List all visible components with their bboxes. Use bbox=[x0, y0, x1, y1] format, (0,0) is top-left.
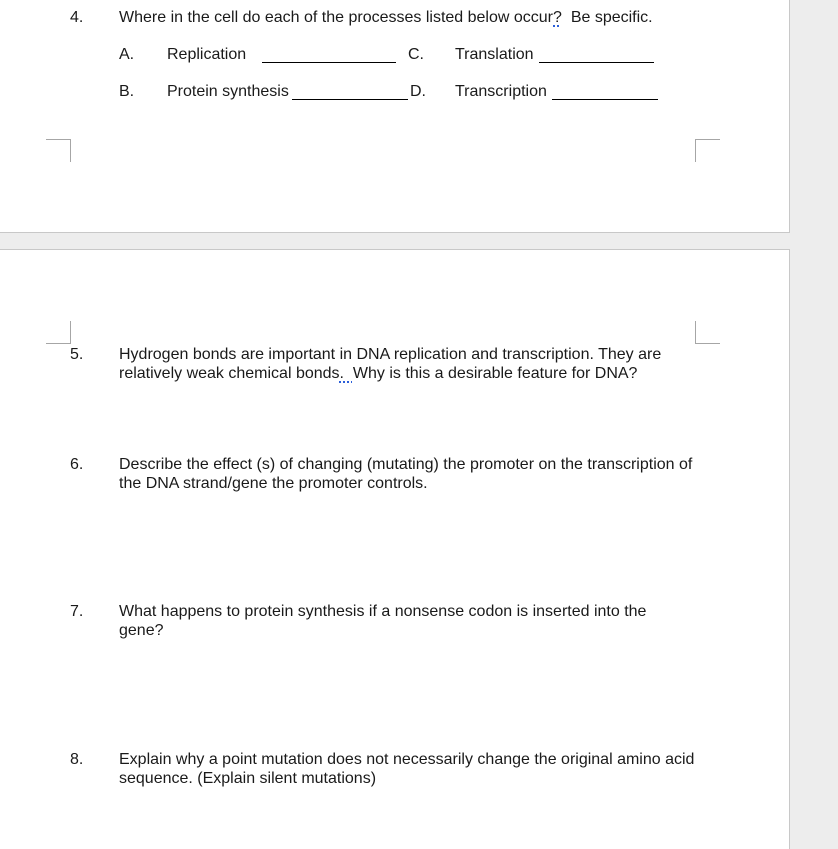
question-7-line-2: gene? bbox=[119, 622, 164, 639]
question-5-line-1: Hydrogen bonds are important in DNA replication and transcription. They are bbox=[119, 346, 662, 363]
question-7-line-1: What happens to protein synthesis if a nonsense codon is inserted into the bbox=[119, 603, 647, 620]
question-7-text bbox=[119, 602, 646, 640]
question-5-line-2-start: relatively weak chemical bonds bbox=[119, 365, 340, 382]
question-6-text bbox=[119, 455, 692, 493]
crop-mark-bottom-right bbox=[695, 139, 720, 162]
question-8-number: 8. bbox=[70, 751, 84, 768]
crop-mark-top-left bbox=[46, 321, 71, 344]
question-8-line-2: sequence. (Explain silent mutations) bbox=[119, 770, 377, 787]
document-page-1 bbox=[0, 0, 790, 233]
item-c-letter: C. bbox=[408, 46, 424, 63]
question-8-line-1: Explain why a point mutation does not necessarily change the original amino acid bbox=[119, 751, 695, 768]
item-b-letter: B. bbox=[119, 83, 135, 100]
document-page-2 bbox=[0, 249, 790, 849]
question-4-text-end: Be specific. bbox=[561, 9, 653, 26]
question-5-line-2 bbox=[119, 364, 661, 383]
item-a-answer-line[interactable] bbox=[262, 62, 396, 63]
question-8-text bbox=[119, 750, 694, 788]
item-a-letter: A. bbox=[119, 46, 135, 63]
item-a-label: Replication bbox=[167, 46, 247, 63]
question-6-number: 6. bbox=[70, 456, 84, 473]
item-b-answer-line[interactable] bbox=[292, 99, 408, 100]
question-5-text bbox=[119, 345, 661, 383]
question-5-line-2-end: Why is this a desirable feature for DNA? bbox=[352, 365, 638, 382]
question-6-line-2: the DNA strand/gene the promoter controls. bbox=[119, 475, 428, 492]
crop-mark-top-right bbox=[695, 321, 720, 344]
question-5-line-2-marked: . bbox=[339, 365, 353, 382]
question-4-text-main: Where in the cell do each of the processes listed below occur bbox=[119, 9, 554, 26]
item-c-answer-line[interactable] bbox=[539, 62, 654, 63]
item-d-answer-line[interactable] bbox=[552, 99, 658, 100]
question-7-number: 7. bbox=[70, 603, 84, 620]
item-d-letter: D. bbox=[410, 83, 426, 100]
question-4-text bbox=[119, 8, 653, 27]
question-4-number: 4. bbox=[70, 9, 84, 26]
item-c-label: Translation bbox=[455, 46, 534, 63]
question-6-line-1: Describe the effect (s) of changing (mutating) the promoter on the transcription of bbox=[119, 456, 693, 473]
item-b-label: Protein synthesis bbox=[167, 83, 289, 100]
item-d-label: Transcription bbox=[455, 83, 547, 100]
crop-mark-bottom-left bbox=[46, 139, 71, 162]
question-5-number: 5. bbox=[70, 346, 84, 363]
question-4-text-marked: ? bbox=[553, 9, 562, 26]
